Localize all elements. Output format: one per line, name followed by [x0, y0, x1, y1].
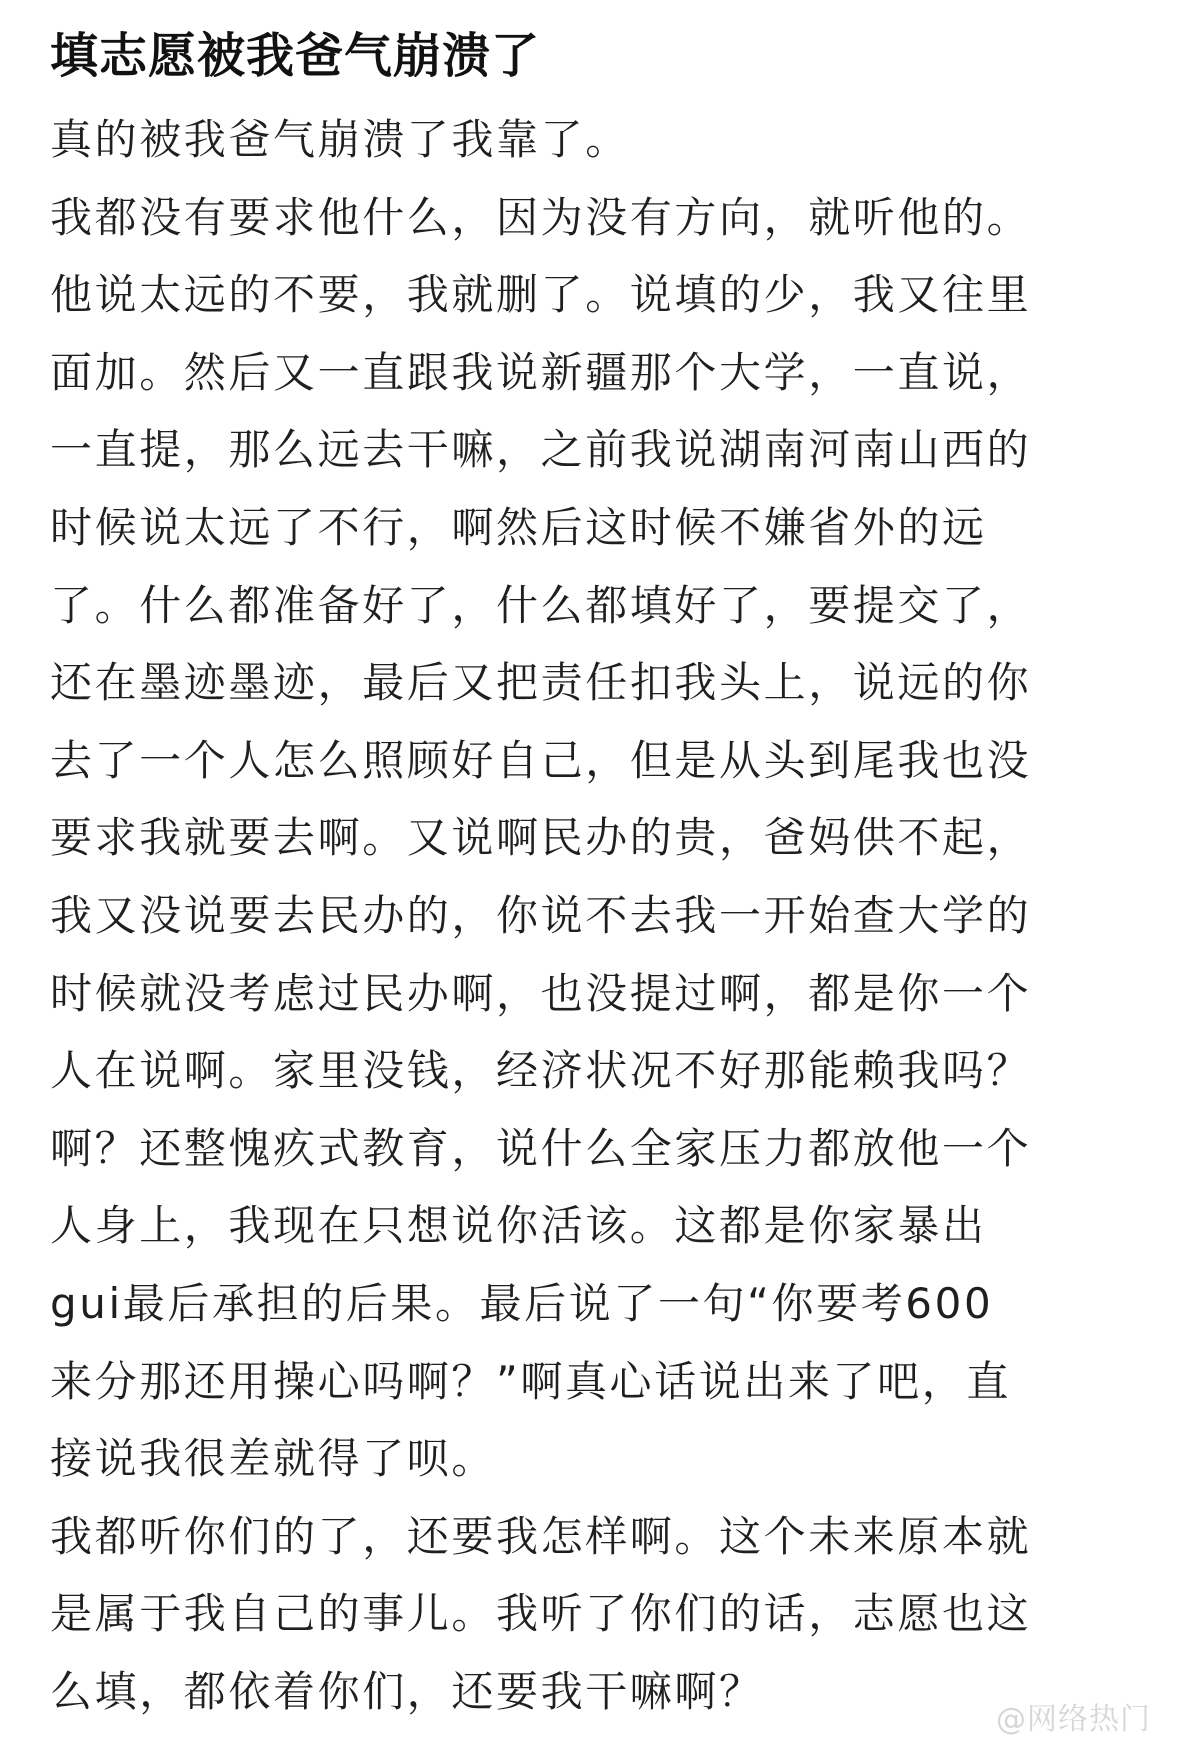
post-line: 面加。然后又一直跟我说新疆那个大学，一直说，: [50, 347, 1032, 397]
post-line: 真的被我爸气崩溃了我靠了。: [50, 115, 630, 164]
post-line: 我都听你们的了，还要我怎样啊。这个未来原本就: [50, 1511, 1032, 1561]
post-line: gui最后承担的后果。最后说了一句“你要考600: [50, 1278, 994, 1328]
post-line: 啊？还整愧疚式教育，说什么全家压力都放他一个: [50, 1123, 1032, 1173]
post-line: 人在说啊。家里没钱，经济状况不好那能赖我吗？: [50, 1046, 1032, 1096]
post-line: 我又没说要去民办的，你说不去我一开始查大学的: [50, 890, 1032, 940]
post-line: 我都没有要求他什么，因为没有方向，就听他的。: [50, 192, 1032, 242]
post-body: [50, 101, 1139, 1730]
post-line: 时候说太远了不行，啊然后这时候不嫌省外的远: [50, 502, 987, 552]
post-line: 么填，都依着你们，还要我干嘛啊？: [50, 1666, 764, 1716]
post-line: 是属于我自己的事儿。我听了你们的话，志愿也这: [50, 1589, 1032, 1639]
post-line: 时候就没考虑过民办啊，也没提过啊，都是你一个: [50, 968, 1032, 1018]
post-line: 人身上，我现在只想说你活该。这都是你家暴出: [50, 1201, 987, 1251]
post-line: 要求我就要去啊。又说啊民办的贵，爸妈供不起，: [50, 813, 1032, 863]
post-line: 接说我很差就得了呗。: [50, 1434, 497, 1484]
post-title: 填志愿被我爸气崩溃了: [50, 28, 541, 84]
post-line: 了。什么都准备好了，什么都填好了，要提交了，: [50, 580, 1032, 630]
post-line: 来分那还用操心吗啊？”啊真心话说出来了吧，直: [50, 1356, 1011, 1406]
watermark: @网络热门: [996, 1702, 1151, 1737]
post-line: 去了一个人怎么照顾好自己，但是从头到尾我也没: [50, 735, 1032, 785]
post-line: 一直提，那么远去干嘛，之前我说湖南河南山西的: [50, 425, 1032, 475]
post-line: 还在墨迹墨迹，最后又把责任扣我头上，说远的你: [50, 658, 1032, 708]
post-line: 他说太远的不要，我就删了。说填的少，我又往里: [50, 270, 1032, 320]
